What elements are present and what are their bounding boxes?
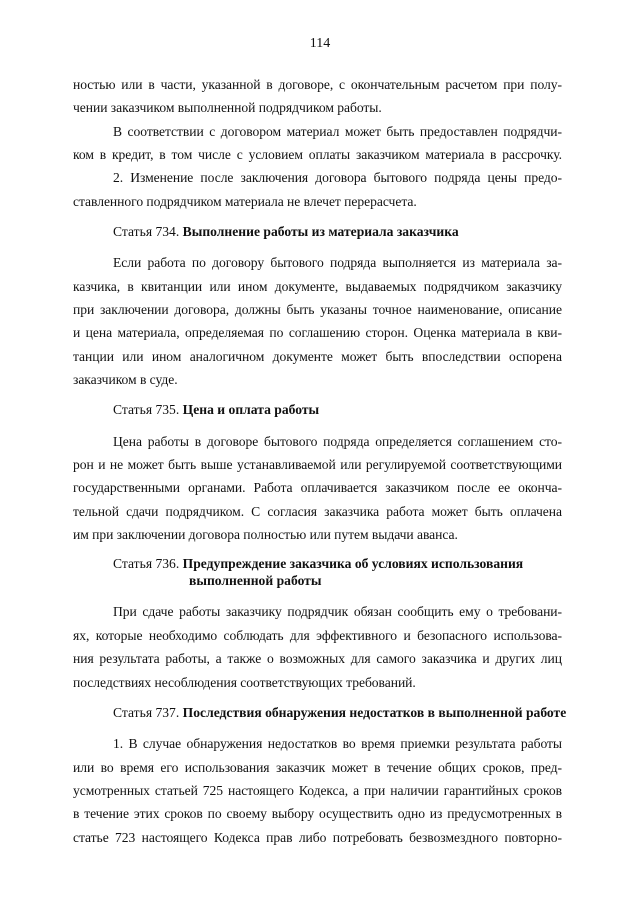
text-line: чении заказчиком выполненной подрядчиком работы. bbox=[73, 100, 382, 115]
text-line: При сдаче работы заказчику подрядчик обязан сообщить ему о требовани- bbox=[113, 604, 562, 619]
text-line: им при заключении договора полностью или путем выдачи аванса. bbox=[73, 527, 458, 542]
text-line: последствиях несоблюдения соответствующих требований. bbox=[73, 675, 416, 690]
text-line: усмотренных статьей 725 настоящего Кодекса, а при наличии гарантийных сроков bbox=[73, 783, 562, 798]
article-734-heading bbox=[113, 224, 459, 240]
text-line: и цена материала, определяемая по соглашению сторон. Оценка материала в кви- bbox=[73, 325, 562, 340]
page-number: 114 bbox=[309, 36, 331, 51]
text-line: ях, которые необходимо соблюдать для эффективного и безопасного использова- bbox=[73, 628, 562, 643]
article-title: Последствия обнаружения недостатков в выполненной работе bbox=[182, 705, 567, 720]
article-title: Цена и оплата работы bbox=[182, 402, 320, 417]
text-line: казчика, в квитанции или ином документе, выдаваемых подрядчиком заказчику bbox=[73, 279, 562, 294]
text-line: 1. В случае обнаружения недостатков во время приемки результата работы bbox=[113, 736, 562, 751]
text-line: Если работа по договору бытового подряда выполняется из материала за- bbox=[113, 255, 562, 270]
text-line: при заключении договора, должны быть указаны точное наименование, описание bbox=[73, 302, 562, 317]
text-line: заказчиком в суде. bbox=[73, 372, 178, 387]
text-line: тельной сдачи подрядчиком. С согласия заказчика работа может быть оплачена bbox=[73, 504, 562, 519]
text-line: государственными органами. Работа оплачивается заказчиком после ее оконча- bbox=[73, 480, 562, 495]
text-line: В соответствии с договором материал может быть предоставлен подрядчи- bbox=[113, 124, 562, 139]
text-line: Цена работы в договоре бытового подряда определяется соглашением сто- bbox=[113, 434, 562, 449]
text-line: 2. Изменение после заключения договора бытового подряда цены предо- bbox=[113, 170, 562, 185]
text-line: ностью или в части, указанной в договоре, с окончательным расчетом при полу- bbox=[73, 77, 562, 92]
article-title: Предупреждение заказчика об условиях использования bbox=[182, 556, 524, 571]
text-line: ком в кредит, в том числе с условием оплаты заказчиком материала в рассрочку. bbox=[73, 147, 562, 162]
text-line: или во время его использования заказчик может в течение общих сроков, пред- bbox=[73, 760, 562, 775]
article-title-line2: выполненной работы bbox=[189, 573, 322, 588]
article-736-heading-continued bbox=[189, 573, 321, 589]
text-line: в течение этих сроков по своему выбору осуществить одно из предусмотренных в bbox=[73, 806, 562, 821]
article-number: Статья 737. bbox=[113, 705, 180, 720]
text-line: ния результата работы, а также о возможных для самого заказчика и других лиц bbox=[73, 651, 562, 666]
article-736-heading bbox=[113, 556, 523, 572]
article-number: Статья 734. bbox=[113, 224, 180, 239]
text-line: танции или ином аналогичном документе может быть впоследствии оспорена bbox=[73, 349, 562, 364]
article-number: Статья 735. bbox=[113, 402, 180, 417]
article-737-heading bbox=[113, 705, 566, 721]
text-line: ставленного подрядчиком материала не влечет перерасчета. bbox=[73, 194, 417, 209]
article-title: Выполнение работы из материала заказчика bbox=[182, 224, 459, 239]
text-line: рон и не может быть выше устанавливаемой или регулируемой соответствующими bbox=[73, 457, 562, 472]
article-number: Статья 736. bbox=[113, 556, 180, 571]
text-line: статье 723 настоящего Кодекса прав либо потребовать безвозмездного повторно- bbox=[73, 830, 562, 845]
article-735-heading bbox=[113, 402, 319, 418]
